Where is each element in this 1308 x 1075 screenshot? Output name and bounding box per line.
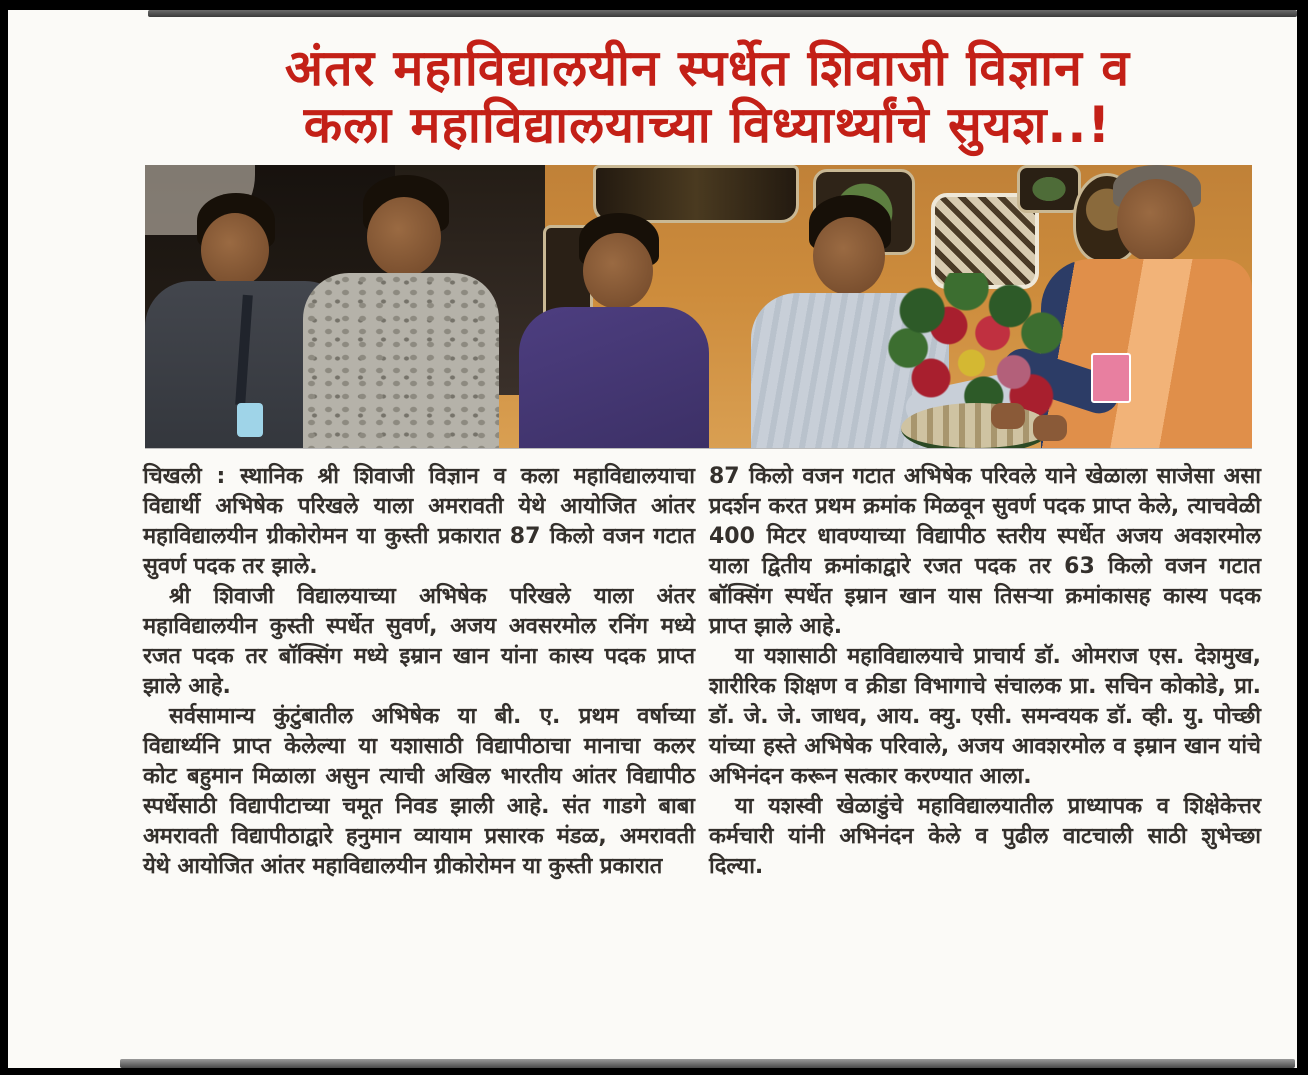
article-right-column (709, 462, 1261, 882)
article-left-column (143, 462, 695, 882)
left-paragraph-1: चिखली : स्थानिक श्री शिवाजी विज्ञान व कला महाविद्यालयाचा विद्यार्थी अभिषेक परिखले याला अमरावती येथे आयोजित आंतर महाविद्यालयीन ग्रीकोरोमन या कुस्ती प्रकारात 87 किलो वजन गटात सुवर्ण पदक तर झाले. (143, 464, 695, 579)
person-1-id-tag (237, 403, 263, 437)
article-body (143, 462, 1261, 882)
bouquet-basket (901, 403, 1051, 448)
headline-line-1: अंतर महाविद्यालयीन स्पर्धेत शिवाजी विज्ञान व (284, 39, 1131, 97)
wall-artwork-frame (1017, 165, 1081, 213)
hand-receiving (1033, 415, 1067, 441)
hand-presenting (991, 403, 1025, 429)
article-photo (145, 165, 1252, 448)
headline-line-2: कला महाविद्यालयाच्या विध्यार्थ्यांचे सुयश..! (303, 96, 1112, 154)
flower-bouquet (887, 273, 1063, 423)
right-paragraph-3: या यशस्वी खेळाडुंचे महाविद्यालयातील प्राध्यापक व शिक्षेकेत्तर कर्मचारी यांनी अभिनंदन केले व पुढील वाटचाली साठी शुभेच्छा दिल्या. (709, 794, 1261, 879)
right-paragraph-1: 87 किलो वजन गटात अभिषेक परिवले याने खेळाला साजेसा असा प्रदर्शन करत प्रथम क्रमांक मिळवून सुवर्ण पदक प्राप्त केले, त्याचवेळी 400 मिटर धावण्याच्या विद्यापीठ स्तरीय स्पर्धेत अजय अवशरमोल याला द्वितीय क्रमांकाद्वारे रजत पदक तर 63 किलो वजन गटात बॉक्सिंग स्पर्धेत इम्रान खान यास तिसऱ्या क्रमांकासह कास्य पदक प्राप्त झाले आहे. (709, 464, 1261, 639)
person-2-face (367, 197, 441, 277)
article-headline (138, 40, 1277, 154)
person-3-face (583, 233, 653, 309)
person-3-purple-shirt (519, 307, 709, 448)
person-5-face (1117, 179, 1195, 263)
person-5-pink-id-badge (1091, 353, 1131, 403)
clipping-bottom-edge (120, 1059, 1295, 1068)
left-paragraph-2: श्री शिवाजी विद्यालयाच्या अभिषेक परिखले याला अंतर महाविद्यालयीन कुस्ती स्पर्धेत सुवर्ण, अजय अवसरमोल रनिंग मध्ये रजत पदक तर बॉक्सिंग मध्ये इम्रान खान यांना कास्य पदक प्राप्त झाले आहे. (143, 584, 695, 699)
left-paragraph-3: सर्वसामान्य कुंटुंबातील अभिषेक या बी. ए. प्रथम वर्षाच्या विद्यार्थ्यनि प्राप्त केलेल्या या यशासाठी विद्यापीठाचा मानाचा कलर कोट बहुमान मिळाला असुन त्याची अखिल भारतीय आंतर विद्यापीठ स्पर्धेसाठी विद्यापीटाच्या चमूत निवड झाली आहे. संत गाडगे बाबा अमरावती विद्यापीठाद्वारे हनुमान व्यायाम प्रसारक मंडळ, अमरावती येथे आयोजित आंतर महाविद्यालयीन ग्रीकोरोमन या कुस्ती प्रकारात (143, 704, 695, 879)
person-1-face (201, 213, 269, 287)
person-4-face (813, 217, 885, 295)
clipping-top-edge (148, 10, 1297, 17)
person-5-saffron-jacket (1041, 259, 1252, 448)
person-2-camo-sweater (303, 273, 499, 448)
right-paragraph-2: या यशासाठी महाविद्यालयाचे प्राचार्य डॉ. ओमराज एस. देशमुख, शारीरिक शिक्षण व क्रीडा विभागाचे संचालक प्रा. सचिन कोकोडे, प्रा. डॉ. जे. जे. जाधव, आय. क्यु. एसी. समन्वयक डॉ. व्ही. यु. पोच्छी यांच्या हस्ते अभिषेक परिवाले, अजय आवशरमोल व इम्रान खान यांचे अभिनंदन करून सत्कार करण्यात आला. (709, 644, 1261, 789)
newspaper-clipping (8, 10, 1297, 1068)
